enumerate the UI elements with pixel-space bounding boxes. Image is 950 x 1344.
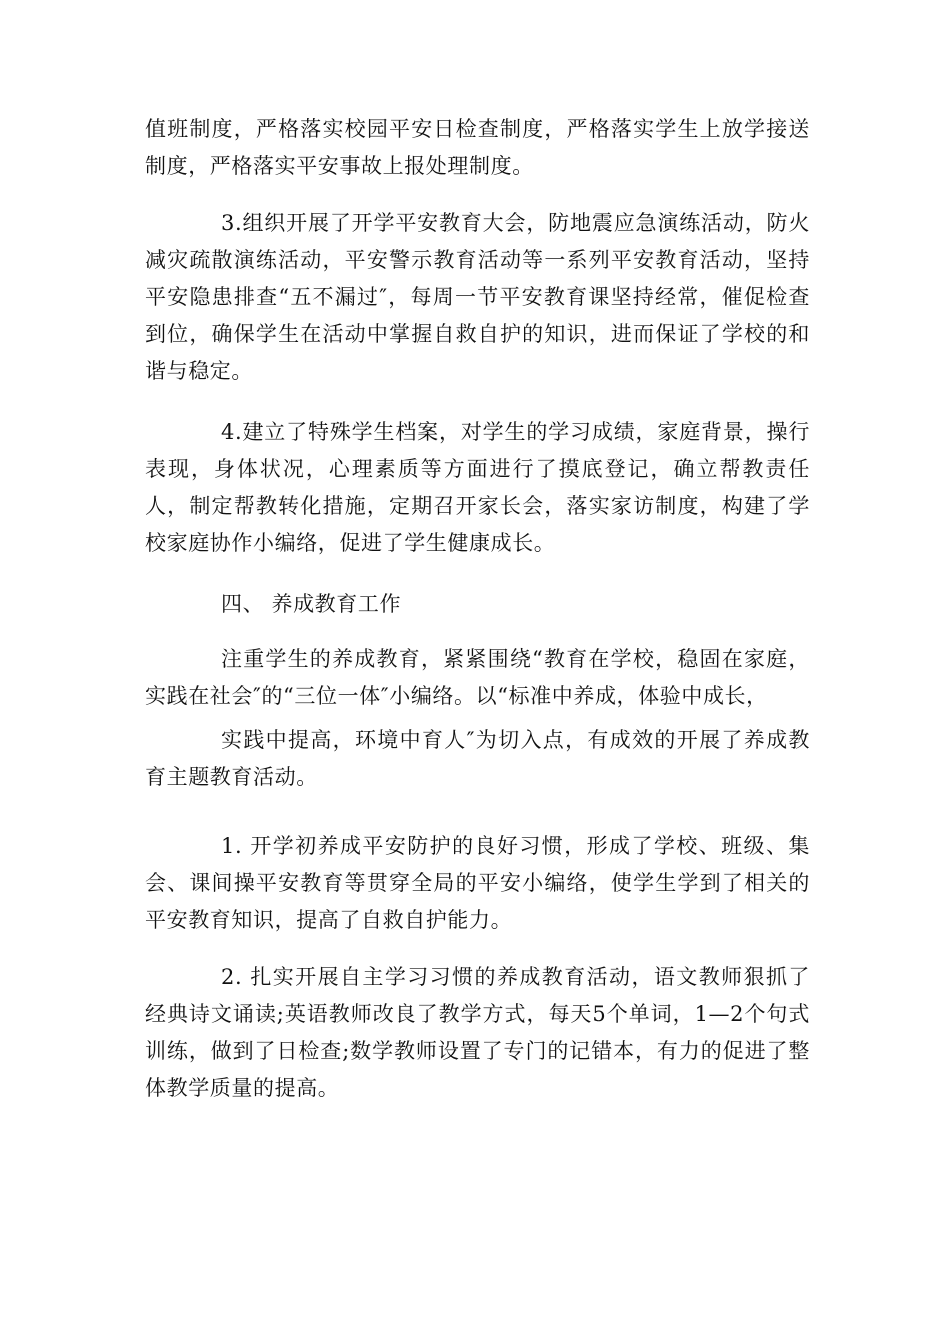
section-heading-habit-education: 四、 养成教育工作 [221,592,402,616]
paragraph-habit-item-1: 1. 开学初养成平安防护的良好习惯，形成了学校、班级、集会、课间操平安教育等贯穿全局的平安小编络，使学生学到了相关的平安教育知识，提高了自救自护能力。 [145,834,810,932]
paragraph-habit-item-2: 2. 扎实开展自主学习习惯的养成教育活动，语文教师狠抓了经典诗文诵读;英语教师改良了教学方式，每天5个单词，1—2个句式训练，做到了日检查;数学教师设置了专门的记错本，有力的促进了整体教学质量的提高。 [145,965,810,1100]
paragraph-item-3: 3.组织开展了开学平安教育大会，防地震应急演练活动，防火减灾疏散演练活动，平安警示教育活动等一系列平安教育活动，坚持平安隐患排查“五不漏过″，每周一节平安教育课坚持经常，催促检查到位，确保学生在活动中掌握自救自护的知识，进而保证了学校的和谐与稳定。 [145,211,810,383]
paragraph-habit-intro: 注重学生的养成教育，紧紧围绕“教育在学校，稳固在家庭，实践在社会″的“三位一体″小编络。以“标准中养成，体验中成长， [145,647,810,708]
paragraph-duty-system: 值班制度，严格落实校园平安日检查制度，严格落实学生上放学接送制度，严格落实平安事故上报处理制度。 [145,117,810,178]
paragraph-habit-approach: 实践中提高，环境中育人″为切入点，有成效的开展了养成教育主题教育活动。 [145,728,810,789]
paragraph-item-4: 4.建立了特殊学生档案，对学生的学习成绩，家庭背景，操行表现，身体状况，心理素质等方面进行了摸底登记，确立帮教责任人，制定帮教转化措施，定期召开家长会，落实家访制度，构建了学校家庭协作小编络，促进了学生健康成长。 [145,420,810,555]
